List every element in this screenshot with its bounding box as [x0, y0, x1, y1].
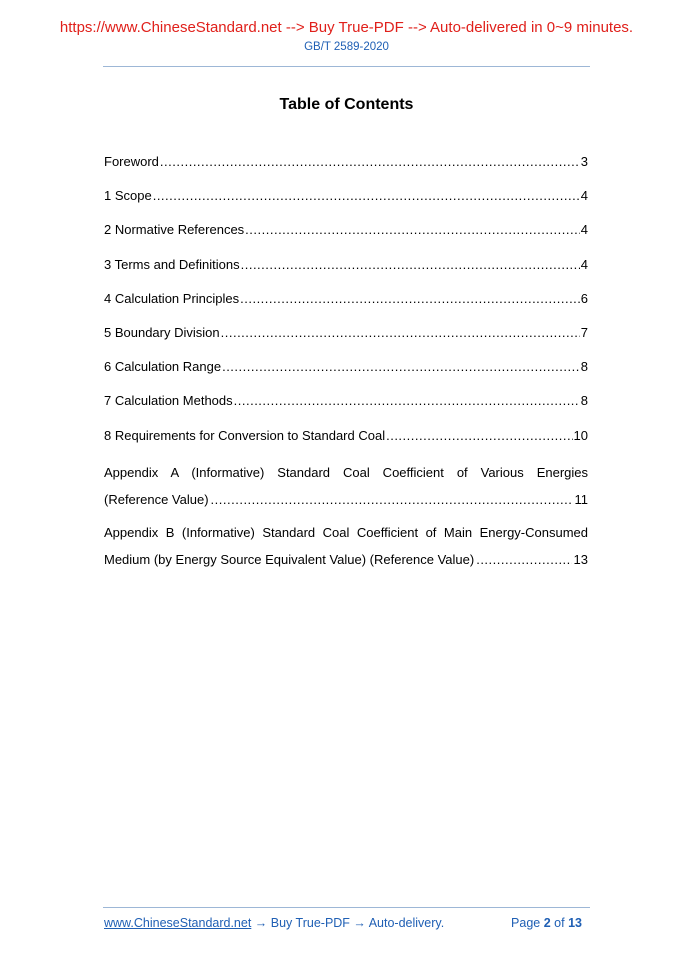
toc-entry-appendix-a[interactable] [104, 459, 588, 513]
toc-entry-page: 4 [580, 256, 588, 272]
toc-entry-label: 8 Requirements for Conversion to Standard Coal [104, 427, 386, 443]
toc-entry-label-continued: Medium (by Energy Source Equivalent Value) (Reference Value) [104, 551, 475, 567]
header-divider [103, 66, 590, 67]
leader-dots [386, 425, 572, 447]
leader-dots [211, 486, 573, 513]
footer-divider [103, 907, 590, 908]
leader-dots [222, 356, 580, 378]
toc-entry-page: 11 [574, 491, 588, 507]
leader-dots [241, 254, 580, 276]
toc-entry-label: 6 Calculation Range [104, 359, 222, 375]
toc-entry-label: 4 Calculation Principles [104, 290, 240, 306]
toc-entry-label: Foreword [104, 154, 159, 169]
leader-dots [245, 219, 580, 241]
leader-dots [221, 322, 580, 344]
standard-code: GB/T 2589-2020 [304, 41, 389, 53]
table-of-contents [104, 151, 588, 579]
toc-entry-conversion-requirements[interactable] [104, 425, 588, 459]
toc-entry-page: 4 [580, 188, 588, 204]
toc-entry-label: 7 Calculation Methods [104, 393, 233, 409]
toc-entry-calculation-methods[interactable] [104, 390, 588, 424]
toc-entry-label-continued: (Reference Value) [104, 491, 209, 507]
toc-entry-label: 2 Normative References [104, 222, 245, 238]
toc-entry-page: 6 [580, 290, 588, 306]
toc-entry-scope[interactable] [104, 185, 588, 219]
toc-entry-label: 5 Boundary Division [104, 324, 220, 340]
footer-site-link[interactable]: www.ChineseStandard.net [104, 916, 252, 930]
toc-entry-calculation-range[interactable] [104, 356, 588, 390]
top-banner[interactable]: https://www.ChineseStandard.net --> Buy True-PDF --> Auto-delivered in 0~9 minutes. [59, 19, 634, 36]
toc-title: Table of Contents [279, 96, 414, 113]
page-indicator [511, 916, 582, 930]
page-current: 2 [543, 916, 551, 930]
leader-dots [234, 390, 580, 412]
toc-entry-page: 8 [580, 393, 588, 409]
leader-dots [240, 288, 580, 310]
toc-entry-appendix-b[interactable] [104, 519, 588, 573]
leader-dots [153, 185, 580, 207]
toc-entry-label: 1 Scope [104, 188, 152, 204]
leader-dots [160, 151, 580, 173]
toc-entry-foreword[interactable] [104, 151, 588, 185]
toc-entry-page: 7 [580, 324, 588, 340]
leader-dots [476, 546, 571, 573]
footer-tagline: → Buy True-PDF → Auto-delivery. [251, 916, 445, 930]
toc-entry-page: 13 [573, 551, 588, 567]
page-word: Page [511, 916, 541, 930]
page-total: 13 [568, 916, 582, 930]
toc-entry-normative-references[interactable] [104, 219, 588, 253]
toc-entry-calculation-principles[interactable] [104, 288, 588, 322]
toc-entry-label: Appendix B (Informative) Standard Coal Coefficient of Main Energy-Consumed [104, 524, 588, 540]
toc-entry-page: 4 [580, 222, 588, 238]
toc-entry-page: 10 [573, 427, 588, 443]
toc-entry-page: 3 [580, 154, 588, 169]
toc-entry-label: 3 Terms and Definitions [104, 256, 240, 272]
toc-entry-page: 8 [580, 359, 588, 375]
of-word: of [554, 916, 565, 930]
toc-entry-boundary-division[interactable] [104, 322, 588, 356]
toc-entry-terms-definitions[interactable] [104, 254, 588, 288]
toc-entry-label: Appendix A (Informative) Standard Coal Coefficient of Various Energies [104, 464, 588, 480]
